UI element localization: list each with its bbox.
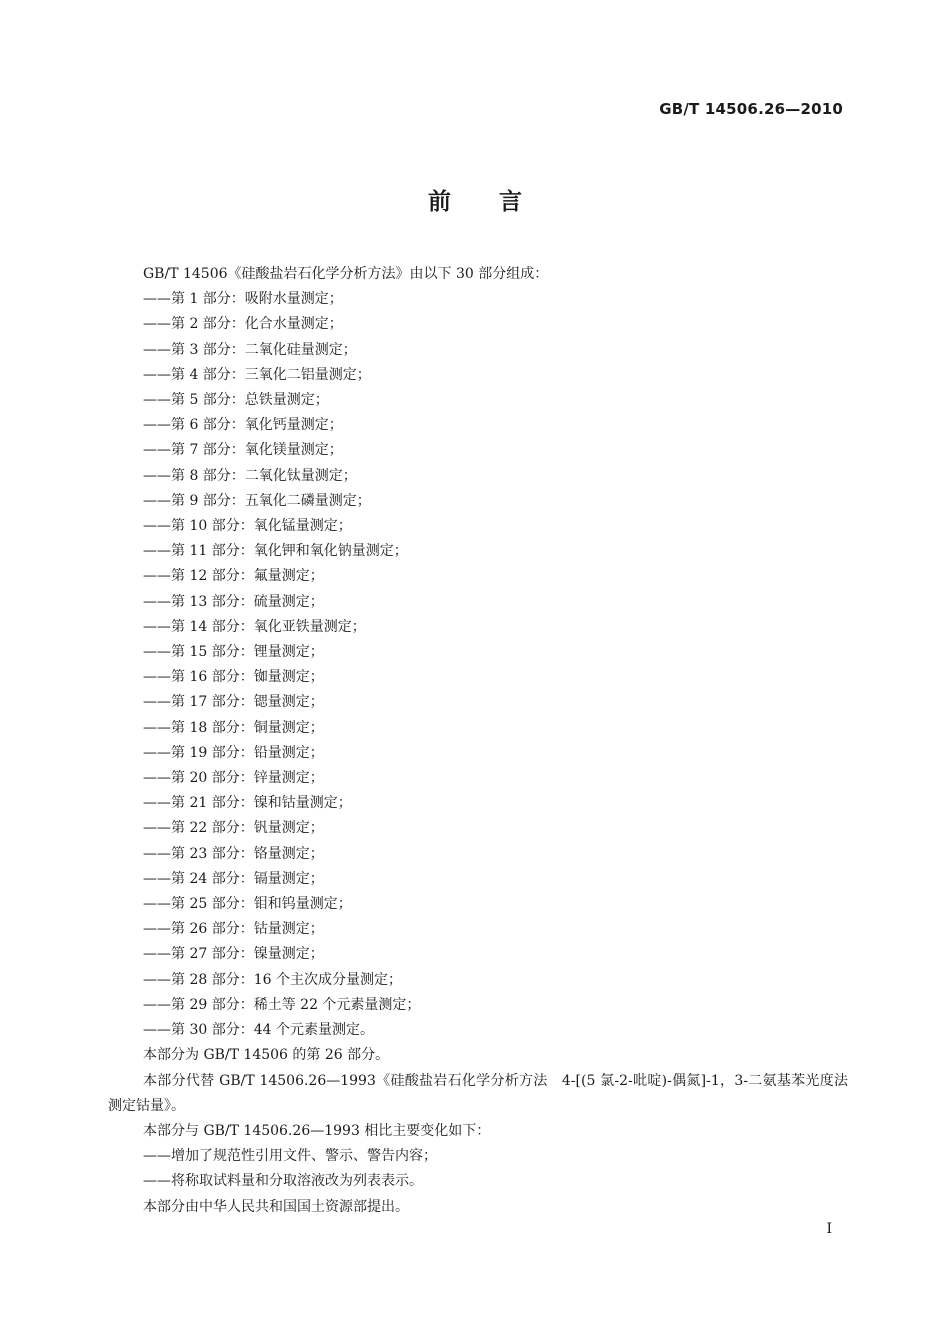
list-item: ——第 15 部分：锂量测定； (143, 644, 324, 661)
page-title: 前言 (428, 189, 570, 215)
proposed-by-paragraph: 本部分由中华人民共和国国土资源部提出。 (143, 1198, 409, 1215)
page-number: I (826, 1221, 832, 1237)
list-item: ——第 21 部分：镍和钴量测定； (143, 795, 352, 812)
list-item: ——第 30 部分：44 个元素量测定。 (143, 1022, 374, 1039)
list-item: ——第 8 部分：二氧化钛量测定； (143, 467, 357, 484)
list-item: ——第 20 部分：锌量测定； (143, 770, 324, 787)
foreword-body (108, 262, 848, 1220)
list-item: ——第 12 部分：氟量测定； (143, 568, 324, 585)
list-item: ——第 17 部分：锶量测定； (143, 694, 324, 711)
list-item: ——第 19 部分：铅量测定； (143, 744, 324, 761)
list-item: ——第 9 部分：五氧化二磷量测定； (143, 492, 371, 509)
list-item: ——第 7 部分：氧化镁量测定； (143, 442, 343, 459)
list-item: ——第 1 部分：吸附水量测定； (143, 291, 343, 308)
list-item: ——第 10 部分：氧化锰量测定； (143, 518, 352, 535)
list-item: ——第 2 部分：化合水量测定； (143, 316, 343, 333)
changes-list (108, 1144, 848, 1194)
list-item: ——第 22 部分：钒量测定； (143, 820, 324, 837)
replaces-paragraph: 本部分代替 GB/T 14506.26—1993《硅酸盐岩石化学分析方法 4-[(5 氯-2-吡啶)-偶氮]-1，3-二氨基苯光度法测定钴量》。 (108, 1072, 848, 1114)
list-item: ——第 5 部分：总铁量测定； (143, 392, 329, 409)
intro-paragraph: GB/T 14506《硅酸盐岩石化学分析方法》由以下 30 部分组成： (143, 266, 549, 282)
list-item: ——第 13 部分：硫量测定； (143, 593, 324, 610)
list-item: ——第 18 部分：铜量测定； (143, 719, 324, 736)
list-item: ——第 14 部分：氧化亚铁量测定； (143, 618, 366, 635)
list-item: ——增加了规范性引用文件、警示、警告内容； (143, 1148, 437, 1165)
list-item: ——第 28 部分：16 个主次成分量测定； (143, 971, 402, 988)
list-item: ——第 23 部分：铬量测定； (143, 845, 324, 862)
list-item: ——第 25 部分：钼和钨量测定； (143, 896, 352, 913)
list-item: ——第 6 部分：氧化钙量测定； (143, 417, 343, 434)
document-code: GB/T 14506.26—2010 (659, 100, 843, 118)
list-item: ——第 3 部分：二氧化硅量测定； (143, 341, 357, 358)
list-item: ——第 24 部分：镉量测定； (143, 870, 324, 887)
list-item: ——第 16 部分：铷量测定； (143, 669, 324, 686)
list-item: ——第 11 部分：氧化钾和氧化钠量测定； (143, 543, 408, 560)
list-item: ——第 4 部分：三氧化二铝量测定； (143, 366, 371, 383)
parts-list (108, 287, 848, 1043)
changes-intro-paragraph: 本部分与 GB/T 14506.26—1993 相比主要变化如下： (143, 1122, 491, 1139)
list-item: ——第 29 部分：稀土等 22 个元素量测定； (143, 996, 421, 1013)
list-item: ——第 26 部分：钴量测定； (143, 921, 324, 938)
list-item: ——将称取试料量和分取溶液改为列表表示。 (143, 1173, 423, 1190)
list-item: ——第 27 部分：镍量测定； (143, 946, 324, 963)
this-part-paragraph: 本部分为 GB/T 14506 的第 26 部分。 (143, 1047, 390, 1064)
